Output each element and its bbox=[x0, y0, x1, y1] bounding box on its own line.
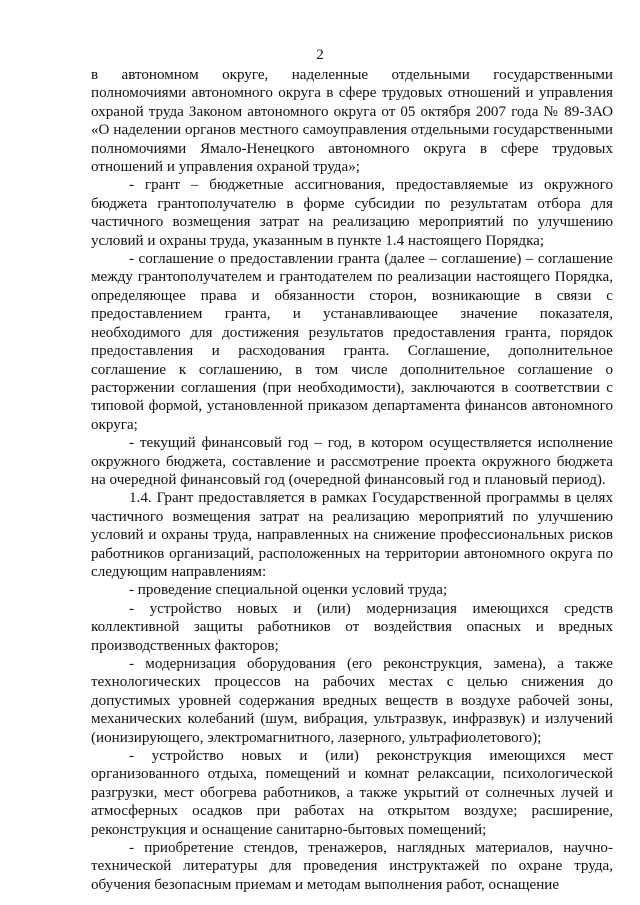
list-item: - устройство новых и (или) модернизация имеющихся средств коллективной защиты работников от воздействия опасных и вредных производственных факторов; bbox=[91, 600, 613, 654]
body-text bbox=[91, 66, 613, 894]
list-item: - устройство новых и (или) реконструкция имеющихся мест организованного отдыха, помещений и комнат релаксации, психологической разгрузки, мест обогрева работников, а также укрытий от солнечных лучей и атмосферных осадков при работах на открытом воздухе; расширение, реконструкция и оснащение санитарно-бытовых помещений; bbox=[91, 748, 613, 838]
paragraph-grant-definition: - грант – бюджетные ассигнования, предоставляемые из окружного бюджета грантополучателю в форме субсидии по результатам отбора для частичного возмещения затрат на реализацию мероприятий по улучшению условий и охраны труда, указанным в пункте 1.4 настоящего Порядка; bbox=[91, 177, 613, 249]
list-item: - модернизация оборудования (его реконструкция, замена), а также технологических процессов на рабочих местах с целью снижения до допустимых уровней содержания вредных веществ в воздухе рабочей зоны, механических колебаний (шум, вибрация, ультразвук, инфразвук) и излучений (ионизирующего, электромагнитного, лазерного, ультрафиолетового); bbox=[91, 656, 613, 746]
list-item: - проведение специальной оценки условий труда; bbox=[129, 582, 448, 599]
paragraph-agreement-definition: - соглашение о предоставлении гранта (далее – соглашение) – соглашение между грантополучателем и грантодателем по реализации настоящего Порядка, определяющее права и обязанности сторон, возникающие в связи с предоставлением гранта, и устанавливающее значение показателя, необходимого для достижения результатов предоставления гранта, порядок предоставления и расходования гранта. Соглашение, дополнительное соглашение к соглашению, в том числе дополнительное соглашение о расторжении соглашения (при необходимости), заключаются в соответствии с типовой формой, установленной приказом департамента финансов автономного округа; bbox=[91, 251, 613, 433]
list-item: - приобретение стендов, тренажеров, наглядных материалов, научно-технической литературы для проведения инструктажей по охране труда, обучения безопасным приемам и методам выполнения работ, оснащение bbox=[91, 840, 613, 893]
paragraph-fiscal-year-definition: - текущий финансовый год – год, в котором осуществляется исполнение окружного бюджета, составление и рассмотрение проекта окружного бюджета на очередной финансовый год (очередной финансовый год и плановый период). bbox=[91, 435, 613, 488]
paragraph-section-1-4: 1.4. Грант предоставляется в рамках Государственной программы в целях частичного возмещения затрат на реализацию мероприятий по улучшению условий и охраны труда, направленных на снижение профессиональных рисков работников организаций, расположенных на территории автономного округа по следующим направлениям: bbox=[91, 490, 613, 580]
page-number: 2 bbox=[316, 47, 324, 63]
paragraph-continuation: в автономном округе, наделенные отдельными государственными полномочиями автономного округа в сфере трудовых отношений и управления охраной труда Законом автономного округа от 05 октября 2007 года № 89-ЗАО «О наделении органов местного самоуправления отдельными государственными полномочиями Ямало-Ненецкого автономного округа в сфере трудовых отношений и управления охраной труда»; bbox=[91, 67, 613, 176]
